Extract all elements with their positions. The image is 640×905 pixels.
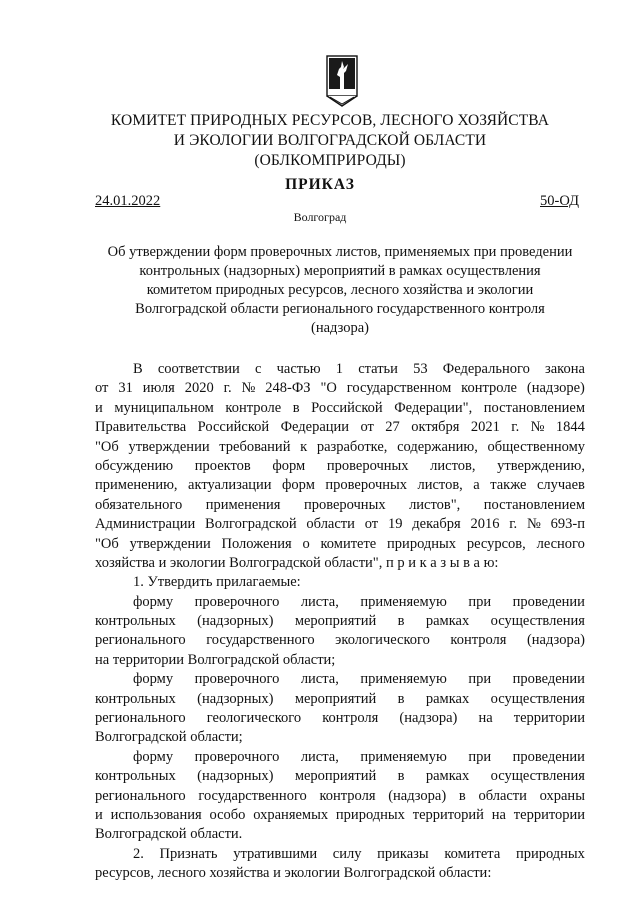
body-line: форму проверочного листа, применяемую при проведении [133, 748, 585, 765]
body-line: и муниципальном контроле в Российской Федерации", постановлением [95, 399, 585, 416]
body-line: Правительства Российской Федерации от 27 октября 2021 г. № 1844 [95, 419, 585, 436]
body-line: контрольных (надзорных) мероприятий в рамках осуществления [95, 690, 585, 707]
document-body [95, 360, 585, 884]
body-line: контрольных (надзорных) мероприятий в рамках осуществления [95, 613, 585, 630]
document-number: 50-ОД [540, 193, 579, 209]
subject-line: контрольных (надзорных) мероприятий в рамках осуществления [139, 263, 541, 279]
organization-line: И ЭКОЛОГИИ ВОЛГОГРАДСКОЙ ОБЛАСТИ [173, 132, 487, 149]
body-line: "Об утверждении требований к разработке, содержанию, общественному [95, 438, 585, 455]
body-line: на территории Волгоградской области; [95, 651, 336, 668]
body-line: ресурсов, лесного хозяйства и экологии Волгоградской области: [95, 865, 492, 882]
body-line: обсуждению проектов форм проверочных листов, утверждению, [95, 457, 585, 474]
body-line: форму проверочного листа, применяемую при проведении [133, 671, 585, 688]
organization-name [80, 111, 580, 171]
body-line: форму проверочного листа, применяемую при проведении [133, 593, 585, 610]
body-line: Волгоградской области; [95, 729, 243, 746]
body-line: регионального государственного экологического контроля (надзора) [95, 632, 585, 649]
body-line: 1. Утвердить прилагаемые: [133, 574, 301, 591]
body-line: Администрации Волгоградской области от 19 декабря 2016 г. № 693-п [95, 516, 585, 533]
body-line: обязательного применения проверочных листов", постановлением [95, 496, 585, 513]
body-line: контрольных (надзорных) мероприятий в рамках осуществления [95, 768, 585, 785]
body-line: Волгоградской области. [95, 826, 243, 843]
organization-abbreviation: (ОБЛКОМПРИРОДЫ) [254, 152, 406, 169]
subject-line: комитетом природных ресурсов, лесного хозяйства и экологии [146, 282, 534, 298]
body-line: регионального геологического контроля (надзора) на территории [95, 710, 585, 727]
document-date: 24.01.2022 [95, 193, 161, 209]
body-line: от 31 июля 2020 г. № 248-ФЗ "О государственном контроле (надзоре) [95, 380, 585, 397]
body-line: В соответствии с частью 1 статьи 53 Федерального закона [133, 361, 585, 377]
body-line: применению, актуализации форм проверочных листов, а также случаев [95, 477, 585, 494]
body-line: "Об утверждении Положения о комитете природных ресурсов, лесного [95, 535, 585, 552]
subject-line: Об утверждении форм проверочных листов, применяемых при проведении [107, 244, 573, 260]
document-subject [80, 243, 600, 338]
body-line: хозяйства и экологии Волгоградской области", п р и к а з ы в а ю: [95, 554, 499, 571]
body-line: и использования особо охраняемых природных территорий на территории [95, 806, 585, 823]
body-line: 2. Признать утратившими силу приказы комитета природных [133, 845, 585, 862]
document-type: ПРИКАЗ [285, 176, 355, 193]
subject-line: (надзора) [311, 320, 369, 336]
subject-line: Волгоградской области регионального государственного контроля [135, 301, 545, 317]
document-city: Волгоград [293, 210, 347, 224]
body-line: регионального государственного контроля (надзора) в области охраны [95, 787, 585, 804]
organization-line: КОМИТЕТ ПРИРОДНЫХ РЕСУРСОВ, ЛЕСНОГО ХОЗЯЙСТВА [110, 112, 550, 129]
volgograd-emblem-icon [326, 55, 358, 107]
